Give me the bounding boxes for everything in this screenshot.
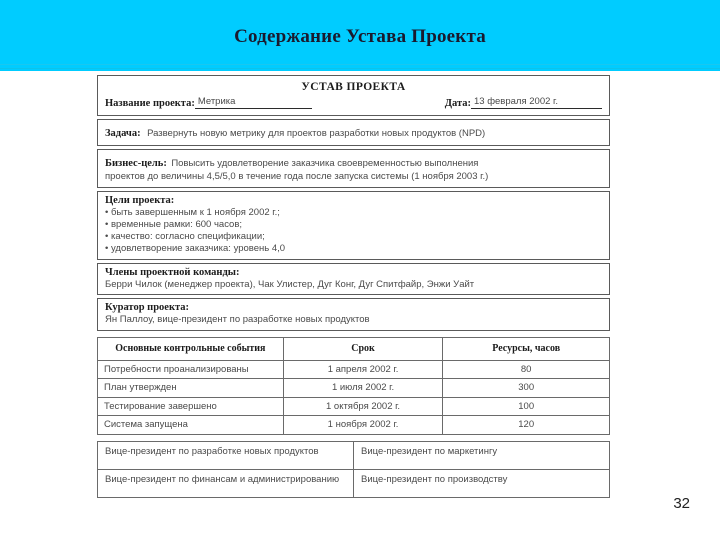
business-goal-line-1: Повысить удовлетворение заказчика своевременностью выполнения xyxy=(171,158,479,169)
milestone-event: План утвержден xyxy=(98,379,284,398)
project-goal-item: • качество: согласно спецификации; xyxy=(105,230,265,242)
business-goal-line-2: проектов до величины 4,5/5,0 в течение года после запуска системы (1 ноября 2003 г.) xyxy=(105,171,489,182)
signatures-table xyxy=(97,441,610,498)
milestones-header-row xyxy=(98,337,610,360)
team-members-block xyxy=(97,263,610,296)
project-goals-label: Цели проекта: xyxy=(105,194,175,206)
date-label: Дата: xyxy=(444,98,471,109)
date-value: 13 февраля 2002 г. xyxy=(471,96,602,109)
signature-role-left: Вице-президент по разработке новых продуктов xyxy=(98,441,354,469)
task-label: Задача: xyxy=(105,128,141,139)
milestone-resources: 100 xyxy=(443,397,610,416)
milestone-event: Потребности проанализированы xyxy=(98,360,284,379)
milestones-header-event: Основные контрольные события xyxy=(98,337,284,360)
project-curator-block xyxy=(97,298,610,331)
milestone-date: 1 октября 2002 г. xyxy=(283,397,443,416)
project-charter-document xyxy=(97,75,610,498)
milestone-date: 1 июля 2002 г. xyxy=(283,379,443,398)
milestones-table xyxy=(97,337,610,435)
page-number: 32 xyxy=(673,495,690,512)
milestone-event: Система запущена xyxy=(98,416,284,435)
table-row xyxy=(98,397,610,416)
charter-document-title: УСТАВ ПРОЕКТА xyxy=(301,81,406,93)
project-goal-item: • временные рамки: 600 часов; xyxy=(105,218,243,230)
milestones-header-resources: Ресурсы, часов xyxy=(443,337,610,360)
signature-role-left: Вице-президент по финансам и администрированию xyxy=(98,469,354,497)
project-name-label: Название проекта: xyxy=(105,98,195,109)
table-row xyxy=(98,360,610,379)
charter-name-date-row xyxy=(105,96,602,111)
table-row xyxy=(98,441,610,469)
project-curator-label: Куратор проекта: xyxy=(105,302,190,313)
milestone-date: 1 ноября 2002 г. xyxy=(283,416,443,435)
project-goal-item: • удовлетворение заказчика: уровень 4,0 xyxy=(105,242,286,254)
task-value: Развернуть новую метрику для проектов разработки новых продуктов (NPD) xyxy=(147,128,486,139)
team-members-label: Члены проектной команды: xyxy=(105,266,240,278)
milestone-event: Тестирование завершено xyxy=(98,397,284,416)
header-band-line-lower xyxy=(0,68,720,69)
milestones-header-date: Срок xyxy=(283,337,443,360)
charter-header-block xyxy=(97,75,610,116)
signature-role-right: Вице-президент по маркетингу xyxy=(354,441,610,469)
business-goal-block xyxy=(97,149,610,188)
project-name-value: Метрика xyxy=(195,96,312,109)
table-row xyxy=(98,416,610,435)
team-members-value: Берри Чилок (менеджер проекта), Чак Улистер, Дуг Конг, Дуг Спитфайр, Энжи Уайт xyxy=(105,278,475,290)
table-row xyxy=(98,469,610,497)
business-goal-label: Бизнес-цель: xyxy=(105,158,167,169)
milestone-resources: 300 xyxy=(443,379,610,398)
page-title: Содержание Устава Проекта xyxy=(234,26,486,47)
milestone-resources: 120 xyxy=(443,416,610,435)
project-goals-block xyxy=(97,191,610,260)
table-row xyxy=(98,379,610,398)
milestone-date: 1 апреля 2002 г. xyxy=(283,360,443,379)
project-goal-item: • быть завершенным к 1 ноября 2002 г.; xyxy=(105,206,280,218)
milestone-resources: 80 xyxy=(443,360,610,379)
header-band-line-upper xyxy=(0,64,720,65)
project-curator-value: Ян Паллоу, вице-президент по разработке новых продуктов xyxy=(105,314,370,325)
date-field-group xyxy=(445,96,602,109)
signature-role-right: Вице-президент по производству xyxy=(354,469,610,497)
project-name-field-group xyxy=(105,96,312,109)
task-block xyxy=(97,119,610,146)
